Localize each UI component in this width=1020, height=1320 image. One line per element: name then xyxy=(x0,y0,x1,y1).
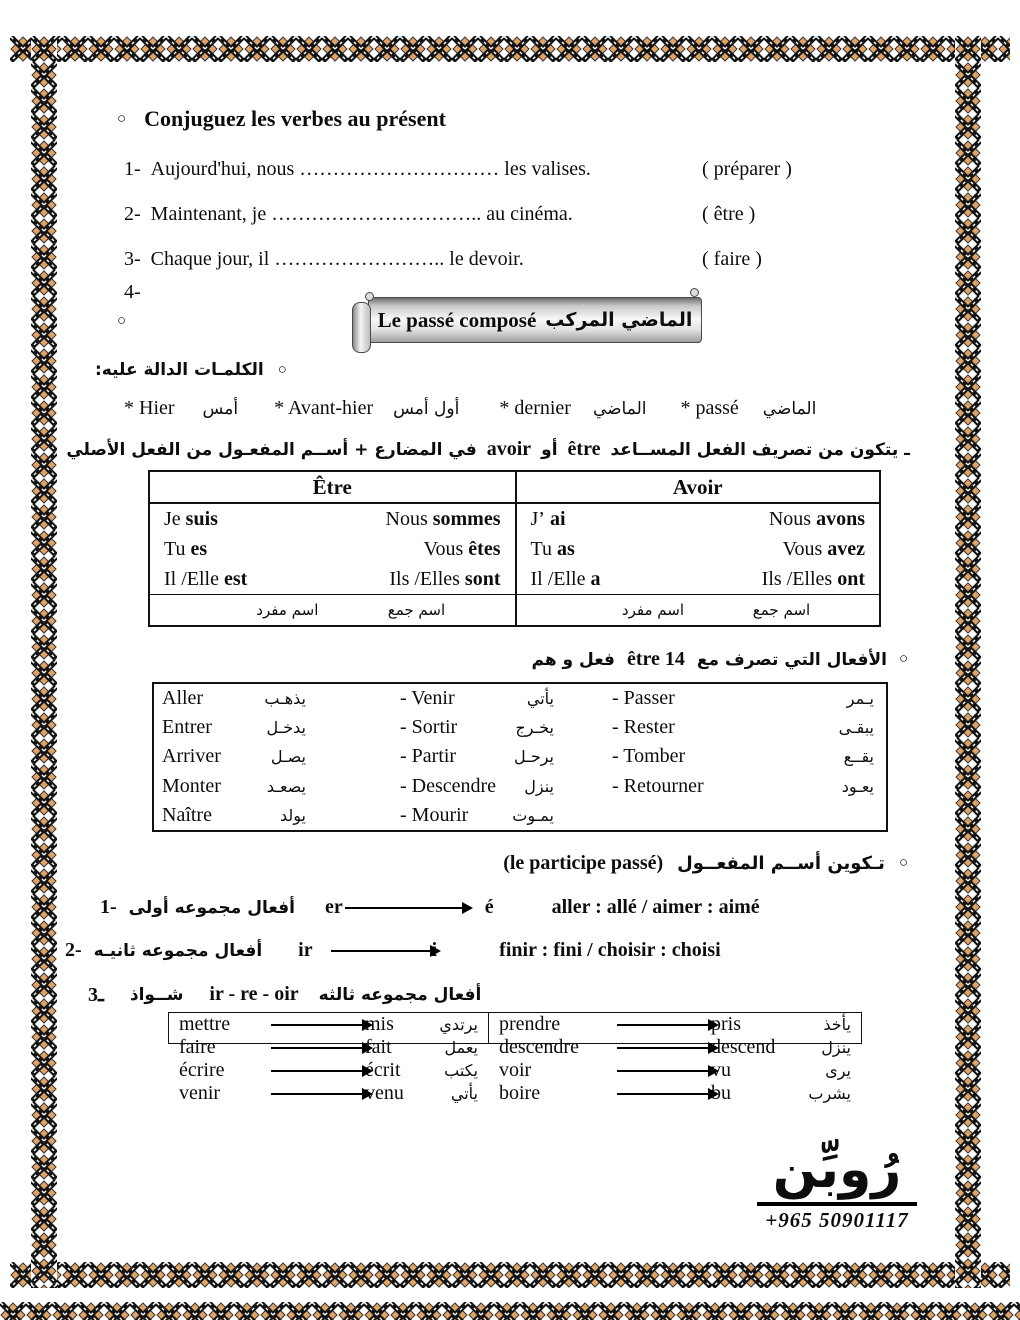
exercise-number: 3- xyxy=(124,248,141,270)
verb-french: - Tomber xyxy=(612,745,686,768)
passe-compose-rule xyxy=(66,438,910,461)
label-plural-noun: اسم جمع xyxy=(387,601,446,619)
verb-arabic: يرحـل xyxy=(514,747,554,767)
participle-table xyxy=(168,1012,862,1104)
verb-cell xyxy=(604,742,886,771)
table-row xyxy=(150,534,515,564)
group-2-rule xyxy=(65,939,721,962)
arrow-icon xyxy=(271,1024,363,1026)
meaning-arabic: يكتب xyxy=(444,1061,478,1080)
verb-arabic: يخـرج xyxy=(515,718,554,738)
table-footer-row xyxy=(150,594,515,625)
pronoun: Ils /Elles xyxy=(389,567,460,590)
pronoun: J’ xyxy=(530,507,545,530)
keyword-french: * dernier xyxy=(499,397,571,419)
arrow-icon xyxy=(331,950,431,952)
verb-arabic: ينزل xyxy=(524,776,554,796)
exercise-verb-hint: ( être ) xyxy=(702,203,756,225)
group-number: 3ـ xyxy=(88,984,104,1006)
verb-french: - Retourner xyxy=(612,774,704,797)
verb-cell xyxy=(154,801,392,830)
meaning-arabic: يرتدي xyxy=(439,1015,478,1034)
past-participle: écrit xyxy=(365,1059,401,1081)
verb-cell xyxy=(154,684,392,713)
arrow-icon xyxy=(617,1070,709,1072)
verb-arabic: يأتي xyxy=(526,689,554,709)
banner-knob-icon xyxy=(365,292,374,301)
banner-title-french: Le passé composé xyxy=(377,307,537,332)
etre-column xyxy=(150,472,515,625)
verb-cell xyxy=(392,742,604,771)
verb-form: a xyxy=(590,567,601,590)
verb-form: est xyxy=(223,567,248,590)
verb-arabic: يبقـى xyxy=(838,718,874,738)
exercise-text: Chaque jour, il …………………….. le devoir. xyxy=(150,248,524,270)
group-label-arabic: أفعال مجموعه ثانيـه xyxy=(93,940,263,961)
group-label-arabic: أفعال مجموعه أولى xyxy=(128,897,295,918)
pronoun: Je xyxy=(164,507,181,530)
arrow-icon xyxy=(271,1070,363,1072)
exercise-number: 2- xyxy=(124,203,141,225)
table-row xyxy=(489,1059,861,1082)
verb-french: Arriver xyxy=(162,745,221,768)
verb-cell xyxy=(154,742,392,771)
group-examples: finir : fini / choisir : choisi xyxy=(499,939,721,961)
keywords-list xyxy=(124,397,816,420)
verb-cell xyxy=(604,801,886,830)
verb-cell xyxy=(154,772,392,801)
circle-bullet-icon: ○ xyxy=(898,651,908,667)
exercise-text: Maintenant, je ………………………….. au cinéma. xyxy=(150,203,573,225)
infinitive: prendre xyxy=(499,1013,561,1035)
exercise-verb-hint: ( préparer ) xyxy=(702,158,792,180)
label-plural-noun: اسم جمع xyxy=(752,601,811,619)
heading-text: Conjuguez les verbes au présent xyxy=(144,106,446,131)
meaning-arabic: يرى xyxy=(825,1061,851,1080)
verb-form: sommes xyxy=(432,507,501,530)
exercise-verb-hint: ( faire ) xyxy=(702,248,762,270)
exercise-line-3 xyxy=(124,248,1004,271)
banner-scroll-body xyxy=(368,297,702,343)
ending-from: ir xyxy=(298,939,313,961)
verb-french: - Rester xyxy=(612,716,675,739)
meaning-arabic: يشرب xyxy=(808,1084,851,1103)
verb-cell xyxy=(392,684,604,713)
ending-to: é xyxy=(484,896,494,918)
arrow-icon xyxy=(271,1093,363,1095)
verb-french: - Sortir xyxy=(400,716,458,739)
verb-french: Monter xyxy=(162,774,221,797)
group-number: 1- xyxy=(100,896,117,918)
infinitive: écrire xyxy=(179,1059,225,1081)
infinitive: venir xyxy=(179,1082,221,1104)
next-page-border-sliver xyxy=(0,1302,1020,1320)
past-participle: vu xyxy=(711,1059,731,1081)
participle-heading xyxy=(503,852,908,875)
ending-from: er xyxy=(324,896,343,918)
keyword-arabic: الماضي xyxy=(762,398,817,419)
verb-cell xyxy=(154,713,392,742)
verb-arabic: يدخـل xyxy=(266,718,306,738)
exercise-text: Aujourd'hui, nous ………………………… les valises. xyxy=(150,158,591,180)
verb-cell xyxy=(392,772,604,801)
verb-form: suis xyxy=(185,507,218,530)
keyword-arabic: أمس xyxy=(202,398,239,419)
verb-form: ai xyxy=(549,507,566,530)
rule-arabic-3: في المضارع + أســم المفعـول من الفعل الأصلي xyxy=(66,439,477,460)
verb-french: Entrer xyxy=(162,716,212,739)
heading-arabic-1: الأفعال التي تصرف مع xyxy=(696,649,887,670)
border-bottom xyxy=(10,1262,1010,1288)
verb-french: - Mourir xyxy=(400,803,469,826)
participle-heading-arabic: تـكوين أســم المفعــول xyxy=(677,853,885,874)
heading-latin: être 14 xyxy=(626,648,685,670)
verb-arabic: يمـوت xyxy=(512,805,554,825)
verb-french: - Partir xyxy=(400,745,457,768)
infinitive: mettre xyxy=(179,1013,231,1035)
pronoun: Il /Elle xyxy=(164,567,219,590)
group-endings-latin: ir - re - oir xyxy=(209,983,299,1005)
rule-arabic-1: ـ يتكون من تصريف الفعل المســاعد xyxy=(610,439,910,460)
participle-table-right xyxy=(489,1013,861,1104)
rule-verb-avoir: avoir xyxy=(486,438,532,460)
arrow-icon xyxy=(271,1047,363,1049)
pronoun: Nous xyxy=(768,507,812,530)
verb-cell xyxy=(604,772,886,801)
verb-form: ont xyxy=(837,567,865,590)
avoir-column xyxy=(515,472,880,625)
exercise-line-1 xyxy=(124,158,1004,181)
keyword-arabic: الماضي xyxy=(592,398,647,419)
verb-cell xyxy=(604,713,886,742)
group-label-arabic: أفعال مجموعه ثالثه xyxy=(318,984,482,1005)
verb-french: - Descendre xyxy=(400,774,497,797)
verb-french: - Venir xyxy=(400,687,455,710)
exercise-line-2 xyxy=(124,203,1004,226)
auxiliary-conjugation-table xyxy=(148,470,881,627)
banner-title-arabic: الماضي المركب xyxy=(545,309,693,331)
verb-french: Naître xyxy=(162,803,212,826)
logo-calligraphy: رُوبِّن xyxy=(772,1140,902,1200)
table-footer-row xyxy=(517,594,880,625)
verb-form: sont xyxy=(464,567,501,590)
verb-arabic: يقــع xyxy=(843,747,874,767)
border-top xyxy=(10,36,1010,62)
verb-form: as xyxy=(557,537,575,560)
meaning-arabic: يأخذ xyxy=(823,1015,851,1034)
pronoun: Vous xyxy=(782,537,823,560)
keywords-heading-text: الكلمـات الدالة عليه: xyxy=(95,360,264,380)
arrow-icon xyxy=(617,1047,709,1049)
infinitive: faire xyxy=(179,1036,216,1058)
infinitive: boire xyxy=(499,1082,541,1104)
arrow-icon xyxy=(617,1093,709,1095)
heading-arabic-2: فعل و هم xyxy=(531,649,615,670)
circle-bullet-icon: ○ xyxy=(117,313,127,329)
keyword-french: * passé xyxy=(680,397,739,419)
arrow-icon xyxy=(345,907,463,909)
circle-bullet-icon: ○ xyxy=(898,855,908,871)
past-participle: fait xyxy=(365,1036,392,1058)
participle-table-left xyxy=(169,1013,489,1104)
exercise-number: 1- xyxy=(124,158,141,180)
table-row xyxy=(517,534,880,564)
keyword-arabic: أول أمس xyxy=(393,398,460,419)
keyword-french: * Avant-hier xyxy=(274,397,374,419)
table-row xyxy=(517,564,880,594)
pronoun: Tu xyxy=(164,537,186,560)
table-row xyxy=(489,1082,861,1105)
verb-form: es xyxy=(190,537,208,560)
verb-arabic: يذهـب xyxy=(264,689,306,709)
group-exceptions-arabic: شــواذ xyxy=(129,984,184,1005)
pronoun: Nous xyxy=(385,507,428,530)
exercise-number: 4- xyxy=(124,281,141,303)
label-singular-noun: اسم مفرد xyxy=(256,601,319,619)
group-3-rule xyxy=(88,982,481,1007)
circle-bullet-icon: ○ xyxy=(117,110,127,127)
rule-verb-etre: être xyxy=(567,438,601,460)
section-heading-present xyxy=(117,106,446,132)
group-1-rule xyxy=(100,896,760,919)
phone-number: +965 50901117 xyxy=(765,1208,909,1232)
past-participle: pris xyxy=(711,1013,741,1035)
etre-verbs-heading xyxy=(532,648,908,671)
meaning-arabic: يأتي xyxy=(450,1084,478,1103)
past-participle: descend xyxy=(711,1036,776,1058)
logo-underline xyxy=(757,1202,917,1206)
label-singular-noun: اسم مفرد xyxy=(621,601,684,619)
pronoun: Vous xyxy=(423,537,464,560)
rule-arabic-2: أو xyxy=(541,439,558,460)
meaning-arabic: يعمل xyxy=(444,1038,478,1057)
verb-cell xyxy=(392,801,604,830)
tutor-logo xyxy=(732,1140,942,1233)
verb-arabic: يصعـد xyxy=(266,776,306,796)
past-participle: mis xyxy=(365,1013,394,1035)
table-row xyxy=(489,1013,861,1036)
group-examples: aller : allé / aimer : aimé xyxy=(551,896,760,918)
verb-french: Aller xyxy=(162,687,204,710)
past-participle: bu xyxy=(711,1082,731,1104)
pronoun: Ils /Elles xyxy=(761,567,833,590)
table-row xyxy=(150,564,515,594)
keyword-french: * Hier xyxy=(124,397,175,419)
verb-form: avez xyxy=(827,537,865,560)
arrow-icon xyxy=(617,1024,709,1026)
banner-scroll-roll xyxy=(352,302,371,353)
avoir-header: Avoir xyxy=(517,472,880,504)
table-row xyxy=(169,1013,488,1036)
table-row xyxy=(489,1036,861,1059)
keywords-heading xyxy=(95,360,287,380)
table-row xyxy=(150,504,515,534)
past-participle: venu xyxy=(365,1082,404,1104)
table-row xyxy=(169,1059,488,1082)
table-row xyxy=(517,504,880,534)
verb-arabic: يولد xyxy=(280,805,306,825)
verb-cell xyxy=(604,684,886,713)
pronoun: Tu xyxy=(530,537,553,560)
infinitive: voir xyxy=(499,1059,532,1081)
circle-bullet-icon: ○ xyxy=(277,361,287,378)
group-number: 2- xyxy=(65,939,82,961)
verb-arabic: يـمر xyxy=(846,689,874,709)
verb-french: - Passer xyxy=(612,687,675,710)
verb-form: avons xyxy=(816,507,865,530)
verb-form: êtes xyxy=(468,537,501,560)
participle-heading-french: (le participe passé) xyxy=(503,852,664,874)
infinitive: descendre xyxy=(499,1036,579,1058)
etre-verbs-table xyxy=(152,682,888,832)
etre-header: Être xyxy=(150,472,515,504)
table-row xyxy=(169,1036,488,1059)
pronoun: Il /Elle xyxy=(530,567,586,590)
verb-arabic: يعـود xyxy=(841,776,874,796)
meaning-arabic: ينزل xyxy=(821,1038,851,1057)
table-row xyxy=(169,1082,488,1105)
banner-knob-icon xyxy=(690,288,699,297)
verb-cell xyxy=(392,713,604,742)
verb-arabic: يصـل xyxy=(270,747,306,767)
border-left xyxy=(31,36,57,1288)
lesson-title-banner xyxy=(352,288,704,354)
